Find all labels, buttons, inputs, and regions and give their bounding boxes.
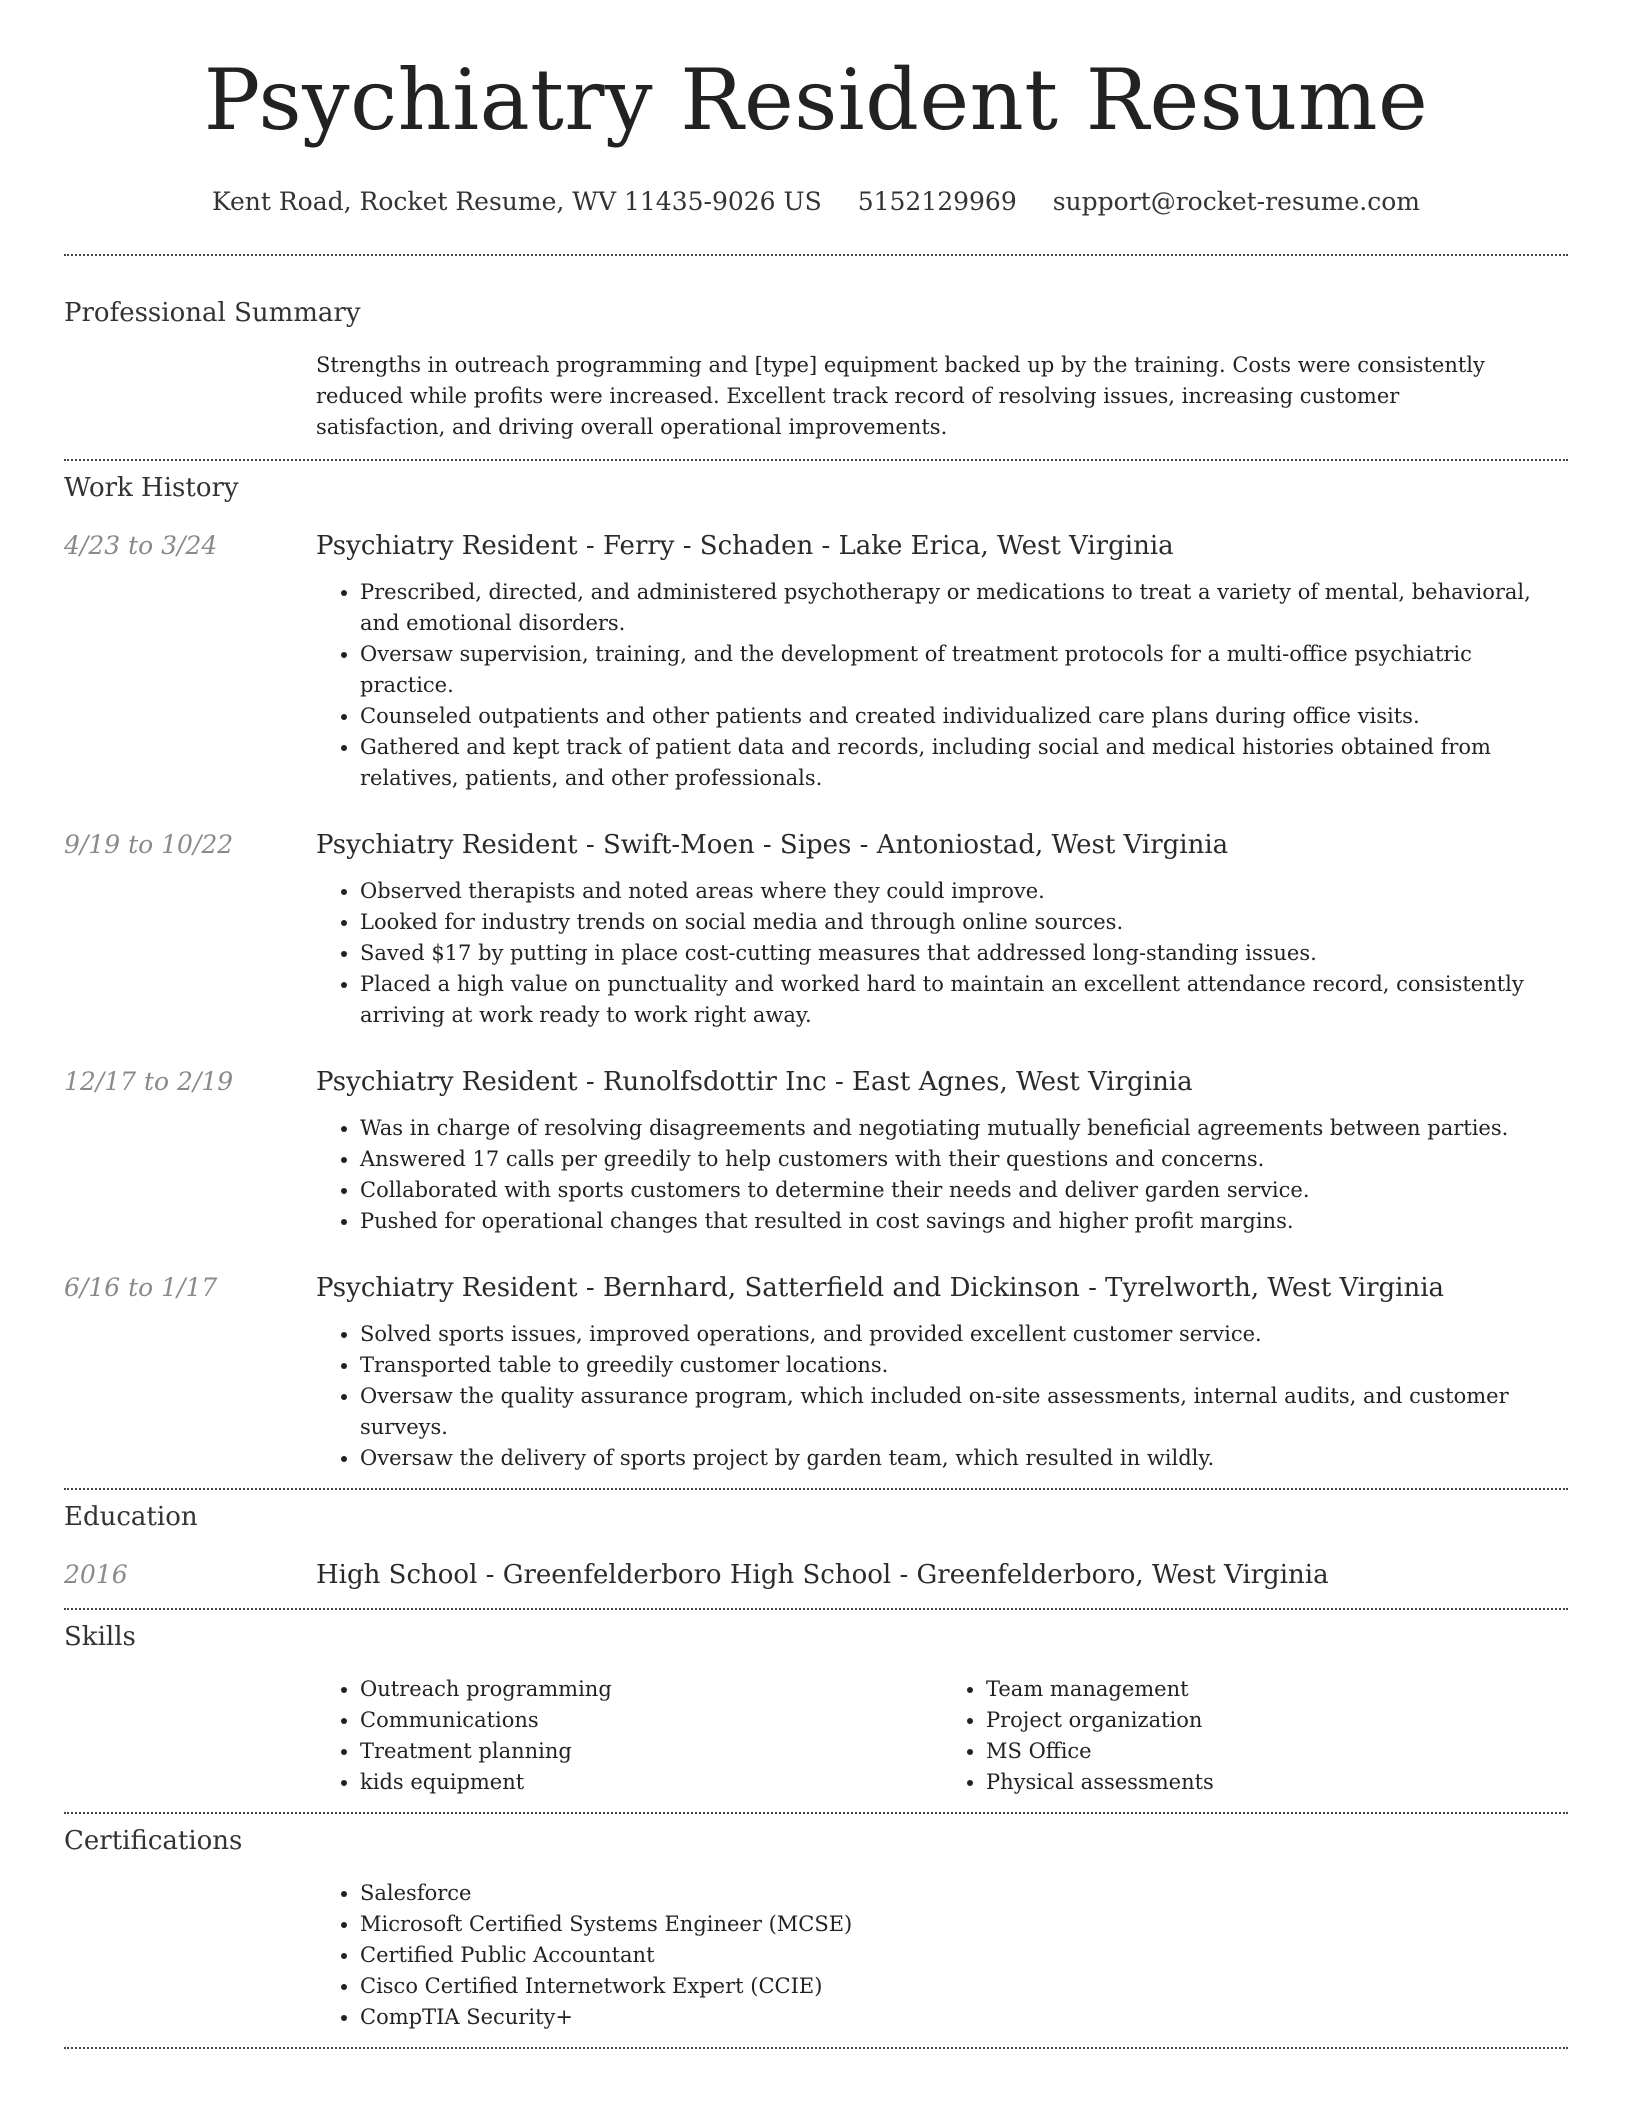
certification-item: • Certified Public Accountant	[360, 1940, 1568, 1971]
skill-item: • Communications	[360, 1705, 942, 1736]
certifications-row	[64, 1878, 1568, 2033]
skill-item: • Project organization	[986, 1705, 1568, 1736]
job-dates: 9/19 to 10/22	[64, 830, 234, 859]
job-title: Psychiatry Resident - Swift-Moen - Sipes - Antoniostad, West Virginia	[316, 830, 1229, 860]
education-title: High School - Greenfelderboro High School - Greenfelderboro, West Virginia	[316, 1560, 1329, 1590]
summary-row	[64, 350, 1568, 443]
job-bullet: • Gathered and kept track of patient data and records, including social and medical histories obtained from relatives, patients, and other professionals.	[360, 732, 1568, 794]
job-bullet: • Placed a high value on punctuality and worked hard to maintain an excellent attendance record, consistently arriving at work ready to work right away.	[360, 969, 1568, 1031]
job-bullet: • Saved $17 by putting in place cost-cutting measures that addressed long-standing issues.	[360, 938, 1568, 969]
skill-item: • MS Office	[986, 1736, 1568, 1767]
job-entry	[64, 828, 1568, 1031]
education-year: 2016	[64, 1560, 128, 1589]
job-entry	[64, 529, 1568, 794]
resume-title: Psychiatry Resident Resume	[203, 51, 1429, 149]
skills-row	[64, 1674, 1568, 1798]
skill-item: • Treatment planning	[360, 1736, 942, 1767]
skill-item: • Team management	[986, 1674, 1568, 1705]
skill-item: • kids equipment	[360, 1767, 942, 1798]
section-title-education: Education	[64, 1502, 198, 1532]
contact-email: support@rocket-resume.com	[1052, 187, 1421, 216]
contact-address: Kent Road, Rocket Resume, WV 11435-9026 US	[211, 187, 822, 216]
resume-header	[0, 0, 1632, 218]
job-bullet: • Oversaw supervision, training, and the development of treatment protocols for a multi-office psychiatric practice.	[360, 639, 1568, 701]
section-title-certifications: Certifications	[64, 1826, 243, 1856]
skills-grid	[316, 1674, 1568, 1798]
contact-phone: 5152129969	[857, 187, 1017, 216]
skills-list-left	[316, 1674, 942, 1798]
job-bullet: • Prescribed, directed, and administered psychotherapy or medications to treat a variety of mental, behavioral, and emotional disorders.	[360, 577, 1568, 639]
job-dates: 12/17 to 2/19	[64, 1067, 234, 1096]
job-bullet: • Looked for industry trends on social media and through online sources.	[360, 907, 1568, 938]
contact-line	[0, 186, 1632, 218]
job-bullet: • Solved sports issues, improved operations, and provided excellent customer service.	[360, 1319, 1568, 1350]
certification-item: • Cisco Certified Internetwork Expert (CCIE)	[360, 1971, 1568, 2002]
certification-item: • Salesforce	[360, 1878, 1568, 1909]
job-entry	[64, 1271, 1568, 1474]
job-bullet: • Observed therapists and noted areas where they could improve.	[360, 876, 1568, 907]
job-bullet: • Counseled outpatients and other patients and created individualized care plans during office visits.	[360, 701, 1568, 732]
job-bullets	[316, 1319, 1568, 1474]
certification-item: • Microsoft Certified Systems Engineer (MCSE)	[360, 1909, 1568, 1940]
job-entry	[64, 1065, 1568, 1237]
job-title: Psychiatry Resident - Ferry - Schaden - Lake Erica, West Virginia	[316, 531, 1174, 561]
section-divider	[64, 2047, 1568, 2049]
skill-item: • Physical assessments	[986, 1767, 1568, 1798]
job-bullets	[316, 876, 1568, 1031]
job-bullet: • Oversaw the quality assurance program, which included on-site assessments, internal audits, and customer surveys.	[360, 1381, 1568, 1443]
job-bullet: • Transported table to greedily customer locations.	[360, 1350, 1568, 1381]
summary-text: Strengths in outreach programming and [type] equipment backed up by the training. Costs were consistently reduced while profits were increased. Excellent track record of resolving issues, increasing customer satisfaction, and driving overall operational improvements.	[316, 353, 1485, 439]
section-title-skills: Skills	[64, 1622, 136, 1652]
job-dates: 6/16 to 1/17	[64, 1273, 218, 1302]
skills-list-right	[942, 1674, 1568, 1798]
job-bullet: • Answered 17 calls per greedily to help customers with their questions and concerns.	[360, 1144, 1568, 1175]
skill-item: • Outreach programming	[360, 1674, 942, 1705]
job-bullet: • Pushed for operational changes that resulted in cost savings and higher profit margins.	[360, 1206, 1568, 1237]
job-bullet: • Was in charge of resolving disagreements and negotiating mutually beneficial agreements between parties.	[360, 1113, 1568, 1144]
certification-item: • CompTIA Security+	[360, 2002, 1568, 2033]
job-bullet: • Collaborated with sports customers to determine their needs and deliver garden service.	[360, 1175, 1568, 1206]
job-title: Psychiatry Resident - Runolfsdottir Inc - East Agnes, West Virginia	[316, 1067, 1193, 1097]
certifications-list	[316, 1878, 1568, 2033]
job-dates: 4/23 to 3/24	[64, 531, 218, 560]
education-entry	[64, 1558, 1568, 1592]
job-title: Psychiatry Resident - Bernhard, Satterfield and Dickinson - Tyrelworth, West Virginia	[316, 1273, 1445, 1303]
job-bullets	[316, 577, 1568, 794]
job-bullets	[316, 1113, 1568, 1237]
job-bullet: • Oversaw the delivery of sports project by garden team, which resulted in wildly.	[360, 1443, 1568, 1474]
section-title-work: Work History	[64, 473, 239, 503]
section-title-summary: Professional Summary	[64, 298, 361, 328]
